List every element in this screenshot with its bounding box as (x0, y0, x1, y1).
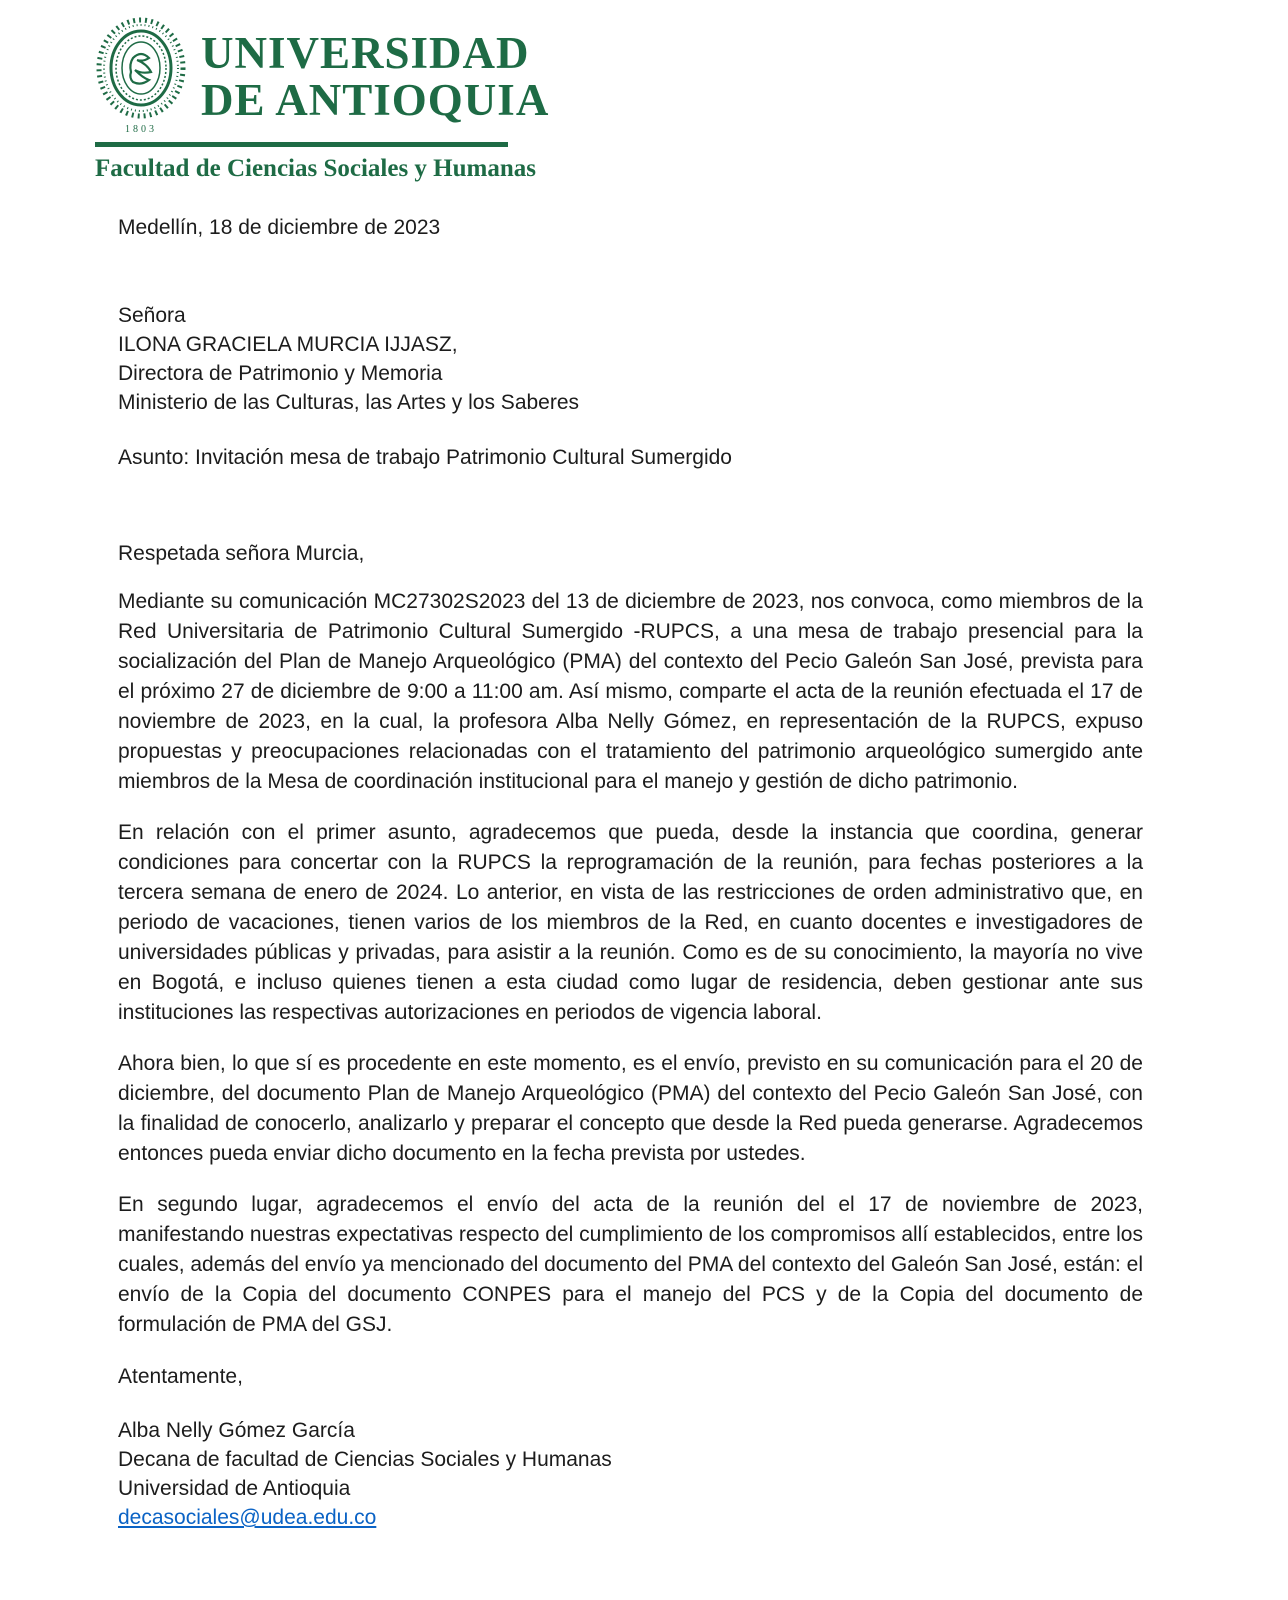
signature-block (118, 1416, 1143, 1532)
recipient-role: Directora de Patrimonio y Memoria (118, 362, 443, 385)
university-seal-icon (95, 16, 187, 138)
seal-year: 1803 (125, 124, 157, 135)
letter-paragraph-3: Ahora bien, lo que sí es procedente en este momento, es el envío, previsto en su comunicación para el 20 de diciembre, del documento Plan de Manejo Arqueológico (PMA) del contexto del Pecio Galeón San José, con la finalidad de conocerlo, analizarlo y preparar el concepto que desde la Red pueda generarse. Agradecemos entonces pueda enviar dicho documento en la fecha prevista por ustedes. (118, 1052, 1143, 1165)
university-name-line1: UNIVERSIDAD (201, 28, 530, 78)
recipient-name: ILONA GRACIELA MURCIA IJJASZ, (118, 333, 458, 356)
university-name-line2: DE ANTIOQUIA (201, 74, 550, 125)
salutation: Respetada señora Murcia, (118, 542, 365, 565)
letterhead-rule (95, 142, 508, 147)
brand-row (95, 16, 550, 138)
letter-paragraph-2: En relación con el primer asunto, agradecemos que pueda, desde la instancia que coordina, generar condiciones para concertar con la RUPCS la reprogramación de la reunión, para fechas posteriores a la tercera semana de enero de 2024. Lo anterior, en vista de las restricciones de orden administrativo que, en periodo de vacaciones, tienen varios de los miembros de la Red, en cuanto docentes e investigadores de universidades públicas y privadas, para asistir a la reunión. Como es de su conocimiento, la mayoría no vive en Bogotá, e incluso quienes tienen a esta ciudad como lugar de residencia, deben gestionar ante sus instituciones las respectivas autorizaciones en periodos de vigencia laboral. (118, 821, 1143, 1024)
recipient-entity: Ministerio de las Culturas, las Artes y los Saberes (118, 391, 580, 414)
letterhead (0, 0, 550, 183)
signer-email-row (118, 1503, 1143, 1532)
dateline: Medellín, 18 de diciembre de 2023 (118, 216, 441, 239)
university-wordmark (201, 30, 549, 124)
faculty-name: Facultad de Ciencias Sociales y Humanas (95, 155, 536, 182)
signer-role: Decana de facultad de Ciencias Sociales y Humanas (118, 1448, 612, 1471)
subject-line: Asunto: Invitación mesa de trabajo Patrimonio Cultural Sumergido (118, 446, 732, 469)
signer-institution: Universidad de Antioquia (118, 1477, 351, 1500)
recipient-title: Señora (118, 304, 186, 327)
letter-paragraph-1: Mediante su comunicación MC27302S2023 del 13 de diciembre de 2023, nos convoca, como miembros de la Red Universitaria de Patrimonio Cultural Sumergido -RUPCS, a una mesa de trabajo presencial para la socialización del Plan de Manejo Arqueológico (PMA) del contexto del Pecio Galeón San José, prevista para el próximo 27 de diciembre de 9:00 a 11:00 am. Así mismo, comparte el acta de la reunión efectuada el 17 de noviembre de 2023, en la cual, la profesora Alba Nelly Gómez, en representación de la RUPCS, expuso propuestas y preocupaciones relacionadas con el tratamiento del patrimonio arqueológico sumergido ante miembros de la Mesa de coordinación institucional para el manejo y gestión de dicho patrimonio. (118, 590, 1143, 793)
signer-name: Alba Nelly Gómez García (118, 1419, 355, 1442)
closing: Atentamente, (118, 1365, 243, 1388)
letter-paragraph-4: En segundo lugar, agradecemos el envío del acta de la reunión del el 17 de noviembre de 2023, manifestando nuestras expectativas respecto del cumplimiento de los compromisos allí establecidos, entre los cuales, además del envío ya mencionado del documento del PMA del contexto del Galeón San José, están: el envío de la Copia del documento CONPES para el manejo del PCS y de la Copia del documento de formulación de PMA del GSJ. (118, 1193, 1143, 1336)
letter-body (118, 213, 1143, 1532)
signer-email-link[interactable]: decasociales@udea.edu.co (118, 1506, 377, 1529)
recipient-block (118, 301, 1143, 417)
